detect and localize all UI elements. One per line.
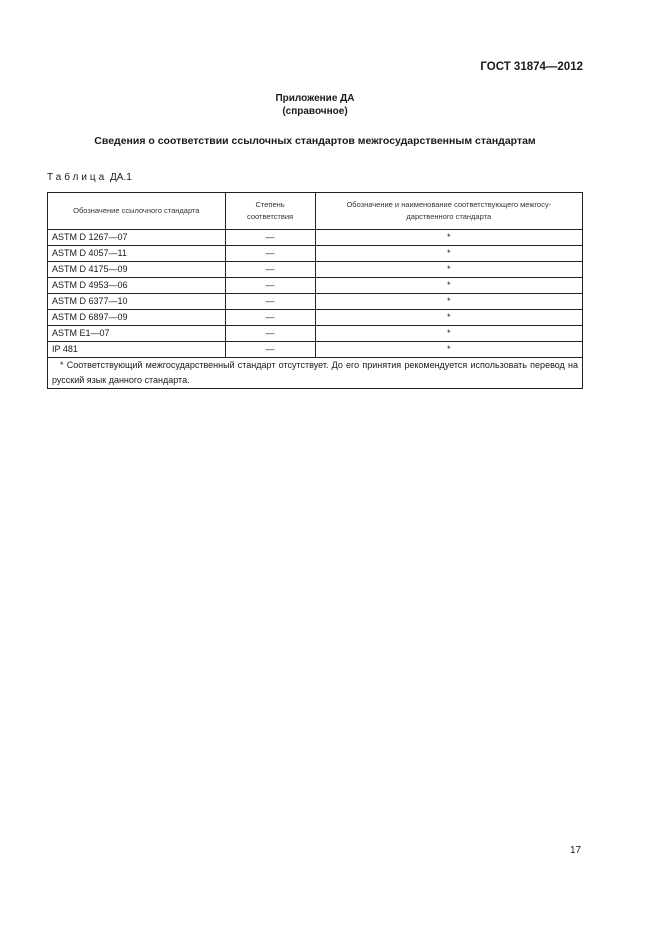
table-footnote: * Соответствующий межгосударственный стандарт отсутствует. До его принятия рекомендуется использовать перевод на русский язык данного стандарта. [48, 358, 583, 389]
column-header-reference-code: Обозначение ссылочного стандарта [48, 193, 226, 230]
reference-code-cell: IP 481 [48, 342, 226, 358]
annex-heading [0, 92, 630, 118]
table-row [48, 278, 583, 294]
degree-cell: — [225, 230, 315, 246]
table-row [48, 342, 583, 358]
table-row [48, 246, 583, 262]
interstate-standard-cell: * [315, 294, 582, 310]
reference-code-cell: ASTM E1—07 [48, 326, 226, 342]
table-caption-number: ДА.1 [110, 172, 132, 183]
degree-cell: — [225, 342, 315, 358]
interstate-standard-cell: * [315, 262, 582, 278]
table-caption [47, 172, 132, 183]
standard-code: ГОСТ 31874—2012 [480, 61, 583, 73]
table-row [48, 294, 583, 310]
degree-cell: — [225, 262, 315, 278]
table-row [48, 262, 583, 278]
interstate-standard-cell: * [315, 342, 582, 358]
table-row [48, 230, 583, 246]
annex-title: Приложение ДА [275, 93, 355, 104]
interstate-standard-cell: * [315, 230, 582, 246]
reference-code-cell: ASTM D 6377—10 [48, 294, 226, 310]
table-caption-word: Таблица [47, 172, 108, 183]
interstate-standard-cell: * [315, 278, 582, 294]
reference-code-cell: ASTM D 6897—09 [48, 310, 226, 326]
table-header-row [48, 193, 583, 230]
page-number: 17 [570, 845, 582, 856]
degree-cell: — [225, 294, 315, 310]
table-row [48, 310, 583, 326]
column-header-interstate-standard: Обозначение и наименование соответствующего межгосу-дарственного стандарта [315, 193, 582, 230]
degree-cell: — [225, 310, 315, 326]
degree-cell: — [225, 326, 315, 342]
column-header-degree: Степень соответствия [225, 193, 315, 230]
degree-cell: — [225, 246, 315, 262]
degree-cell: — [225, 278, 315, 294]
annex-subtitle: (справочное) [282, 106, 348, 117]
table-row [48, 326, 583, 342]
interstate-standard-cell: * [315, 246, 582, 262]
reference-code-cell: ASTM D 4057—11 [48, 246, 226, 262]
interstate-standard-cell: * [315, 310, 582, 326]
reference-code-cell: ASTM D 4953—06 [48, 278, 226, 294]
reference-code-cell: ASTM D 1267—07 [48, 230, 226, 246]
interstate-standard-cell: * [315, 326, 582, 342]
reference-code-cell: ASTM D 4175—09 [48, 262, 226, 278]
table-footnote-row [48, 358, 583, 389]
section-title: Сведения о соответствии ссылочных стандартов межгосударственным стандартам [94, 135, 536, 147]
reference-standards-table [47, 192, 583, 389]
